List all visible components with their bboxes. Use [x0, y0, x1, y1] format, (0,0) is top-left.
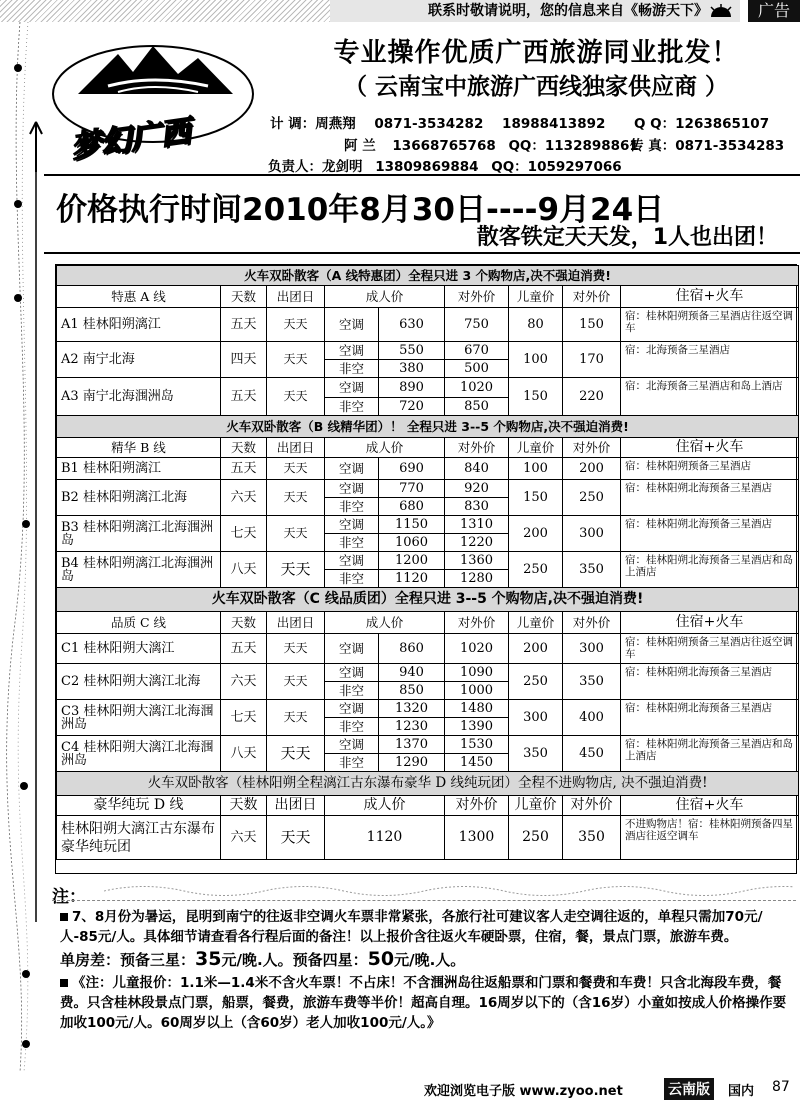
adult-price: 550	[379, 342, 445, 360]
external-price: 1020	[445, 634, 509, 664]
col-child-external: 对外价	[563, 612, 621, 634]
child-price: 100	[509, 458, 563, 480]
table-header-row	[57, 286, 799, 308]
external-price: 1390	[445, 718, 509, 736]
col-child-external: 对外价	[563, 286, 621, 308]
footer-site: 欢迎浏览电子版 www.zyoo.net	[424, 1084, 623, 1099]
contact-qq-1	[634, 112, 769, 132]
col-adult-price: 成人价	[325, 612, 445, 634]
route-name: C4 桂林阳朔大漓江北海涠洲岛	[57, 736, 221, 772]
adult-price: 1120	[325, 816, 445, 860]
departure: 天天	[267, 634, 325, 664]
col-accommodation: 住宿+火车	[621, 612, 799, 634]
contact-line-2	[344, 134, 639, 154]
child-price: 150	[509, 378, 563, 416]
single-room-post: 元/晚.人。	[394, 951, 466, 969]
table-row	[57, 736, 799, 754]
note-text-2: 《注：儿童报价：1.1米—1.4米不含火车票！不占床！不含涠洲岛往返船票和门票和餐费和车费！只含北海段车费，餐费。只含桂林段景点门票，船票，餐费，旅游车费等半价！超高自理。16周岁以下的（含16岁）小童如按成人价格操作要加收100元/人。60周岁以上（含60岁）老人加收100元/人。》	[60, 975, 787, 1031]
binder-hole	[14, 294, 22, 302]
col-departure: 出团日	[267, 286, 325, 308]
days: 八天	[221, 552, 267, 588]
route-name: C3 桂林阳朔大漓江北海涠洲岛	[57, 700, 221, 736]
col-adult-price: 成人价	[325, 796, 445, 816]
departure: 天天	[267, 700, 325, 736]
departure: 天天	[267, 458, 325, 480]
col-child-price: 儿童价	[509, 286, 563, 308]
binder-hole	[22, 520, 30, 528]
adult-price: 1200	[379, 552, 445, 570]
table-row	[57, 816, 799, 860]
binder-hole	[22, 1040, 30, 1048]
table-header-row	[57, 612, 799, 634]
dispatcher-label: 计 调：	[270, 116, 316, 132]
child-price: 150	[509, 480, 563, 516]
col-days: 天数	[221, 796, 267, 816]
child-external-price: 450	[563, 736, 621, 772]
col-child-price: 儿童价	[509, 612, 563, 634]
days: 五天	[221, 458, 267, 480]
external-price: 850	[445, 398, 509, 416]
slogan-sub: （ 云南宝中旅游广西线独家供应商 ）	[343, 74, 728, 100]
col-child-price: 儿童价	[509, 438, 563, 458]
child-price: 300	[509, 700, 563, 736]
route-name: 桂林阳朔大漓江古东瀑布豪华纯玩团	[57, 816, 221, 860]
adult-price: 630	[379, 308, 445, 342]
external-price: 830	[445, 498, 509, 516]
adult-price: 1120	[379, 570, 445, 588]
single-room-4star: 50	[367, 948, 395, 970]
departure: 天天	[267, 516, 325, 552]
table-row	[57, 342, 799, 360]
train-type: 空调	[325, 480, 379, 498]
col-external-price: 对外价	[445, 286, 509, 308]
train-type: 空调	[325, 736, 379, 754]
external-price: 500	[445, 360, 509, 378]
train-type: 空调	[325, 664, 379, 682]
line-name: 特惠 A 线	[57, 286, 221, 308]
col-child-price: 儿童价	[509, 796, 563, 816]
train-type: 空调	[325, 516, 379, 534]
departure: 天天	[267, 736, 325, 772]
child-external-price: 300	[563, 516, 621, 552]
dispatcher-phone: 0871-3534282	[374, 116, 484, 132]
binder-hole	[14, 64, 22, 72]
page-number: 87	[772, 1079, 790, 1095]
external-price: 1220	[445, 534, 509, 552]
single-room-note	[60, 949, 792, 970]
days: 六天	[221, 480, 267, 516]
external-price: 920	[445, 480, 509, 498]
binder-hole	[14, 200, 22, 208]
table-header-row	[57, 796, 799, 816]
train-type: 空调	[325, 552, 379, 570]
days: 七天	[221, 516, 267, 552]
line-name: 精华 B 线	[57, 438, 221, 458]
days: 五天	[221, 634, 267, 664]
ad-tag: 广告	[748, 0, 800, 22]
bullet-icon	[60, 913, 68, 921]
sun-icon	[708, 4, 734, 18]
binder-hole	[20, 782, 28, 790]
departure: 天天	[267, 816, 325, 860]
child-price: 350	[509, 736, 563, 772]
train-type: 非空	[325, 718, 379, 736]
footer-edition: 云南版	[664, 1078, 714, 1100]
notes-box	[52, 900, 796, 1070]
child-external-price: 350	[563, 664, 621, 700]
adult-price: 1290	[379, 754, 445, 772]
train-type: 非空	[325, 570, 379, 588]
left-decoration	[0, 22, 44, 1072]
child-external-price: 200	[563, 458, 621, 480]
footer-region: 国内	[728, 1084, 755, 1099]
days: 五天	[221, 308, 267, 342]
route-name: A1 桂林阳朔漓江	[57, 308, 221, 342]
train-type: 非空	[325, 754, 379, 772]
external-price: 1480	[445, 700, 509, 718]
days: 七天	[221, 700, 267, 736]
route-name: A3 南宁北海涠洲岛	[57, 378, 221, 416]
line-name: 品质 C 线	[57, 612, 221, 634]
accommodation: 宿：桂林阳朔北海预备三星酒店	[621, 480, 799, 516]
table-row	[57, 634, 799, 664]
adult-price: 770	[379, 480, 445, 498]
slogan-main: 专业操作优质广西旅游同业批发！	[333, 38, 739, 68]
table-row	[57, 552, 799, 570]
train-type: 非空	[325, 534, 379, 552]
days: 四天	[221, 342, 267, 378]
dispatcher-mobile: 18988413892	[502, 116, 606, 132]
section-c-title: 火车双卧散客（C 线品质团）全程只进 3--5 个购物店,决不强迫消费!	[57, 588, 799, 612]
child-price: 250	[509, 664, 563, 700]
table-row	[57, 664, 799, 682]
accommodation: 宿：桂林阳朔北海预备三星酒店	[621, 664, 799, 700]
child-price: 200	[509, 634, 563, 664]
child-price: 250	[509, 816, 563, 860]
contact-name: 阿 兰	[344, 138, 376, 154]
external-price: 1090	[445, 664, 509, 682]
train-type: 非空	[325, 682, 379, 700]
section-d-title: 火车双卧散客（桂林阳朔全程漓江古东瀑布豪华 D 线纯玩团）全程不进购物店, 决不强迫消费!	[57, 772, 799, 796]
col-days: 天数	[221, 286, 267, 308]
adult-price: 1060	[379, 534, 445, 552]
note-paragraph-1	[60, 907, 792, 947]
col-adult-price: 成人价	[325, 438, 445, 458]
accommodation: 宿：北海预备三星酒店	[621, 342, 799, 378]
manager-phone: 13809869884	[375, 159, 479, 175]
adult-price: 940	[379, 664, 445, 682]
adult-price: 1370	[379, 736, 445, 754]
external-price: 1310	[445, 516, 509, 534]
days: 六天	[221, 816, 267, 860]
table-header-row	[57, 438, 799, 458]
external-price: 1280	[445, 570, 509, 588]
table-row	[57, 480, 799, 498]
fax-number: 0871-3534283	[675, 138, 785, 154]
col-days: 天数	[221, 612, 267, 634]
days: 五天	[221, 378, 267, 416]
adult-price: 720	[379, 398, 445, 416]
dispatcher-name: 周燕翔	[315, 116, 356, 132]
notes-section	[44, 878, 800, 1072]
adult-price: 1230	[379, 718, 445, 736]
accommodation: 宿：桂林阳朔北海预备三星酒店和岛上酒店	[621, 552, 799, 588]
route-name: B4 桂林阳朔漓江北海涠洲岛	[57, 552, 221, 588]
top-notice: 联系时敬请说明，您的信息来自《畅游天下》	[330, 0, 740, 22]
note-text-1: 7、8月份为暑运，昆明到南宁的往返非空调火车票非常紧张，各旅行社可建议客人走空调往返的，单程只需加70元/人-85元/人。具体细节请查看各行程后面的备注！以上报价含往返火车硬卧票，住宿，餐，景点门票，旅游车费。	[60, 909, 763, 945]
section-b-title: 火车双卧散客（B 线精华团）！ 全程只进 3--5 个购物店,决不强迫消费!	[57, 416, 799, 438]
note-paragraph-2	[60, 973, 792, 1033]
train-type: 空调	[325, 634, 379, 664]
train-type: 非空	[325, 360, 379, 378]
external-price: 670	[445, 342, 509, 360]
route-name: B2 桂林阳朔漓江北海	[57, 480, 221, 516]
qq-number: 1263865107	[675, 116, 770, 132]
train-type: 空调	[325, 458, 379, 480]
days: 六天	[221, 664, 267, 700]
external-price: 840	[445, 458, 509, 480]
adult-price: 690	[379, 458, 445, 480]
child-external-price: 350	[563, 552, 621, 588]
accommodation: 宿：桂林阳朔预备三星酒店往返空调车	[621, 634, 799, 664]
line-name: 豪华纯玩 D 线	[57, 796, 221, 816]
external-price: 1530	[445, 736, 509, 754]
route-name: B3 桂林阳朔漓江北海涠洲岛	[57, 516, 221, 552]
accommodation: 不进购物店！宿：桂林阳朔预备四星酒店往返空调车	[621, 816, 799, 860]
external-price: 1360	[445, 552, 509, 570]
price-table-grid	[56, 265, 799, 860]
departure: 天天	[267, 664, 325, 700]
price-table	[55, 264, 797, 874]
logo-text: 梦幻广西	[68, 113, 193, 166]
col-child-external: 对外价	[563, 438, 621, 458]
accommodation: 宿：桂林阳朔北海预备三星酒店	[621, 516, 799, 552]
col-departure: 出团日	[267, 612, 325, 634]
child-external-price: 250	[563, 480, 621, 516]
child-price: 100	[509, 342, 563, 378]
table-row	[57, 308, 799, 342]
price-period: 价格执行时间2010年8月30日----9月24日	[56, 192, 665, 228]
train-type: 空调	[325, 308, 379, 342]
adult-price: 850	[379, 682, 445, 700]
table-row	[57, 516, 799, 534]
train-type: 非空	[325, 398, 379, 416]
train-type: 空调	[325, 378, 379, 398]
contact-phone: 13668765768	[392, 138, 496, 154]
top-strip	[0, 0, 800, 22]
train-type: 空调	[325, 700, 379, 718]
departure: 天天	[267, 552, 325, 588]
accommodation: 宿：桂林阳朔预备三星酒店往返空调车	[621, 308, 799, 342]
col-external-price: 对外价	[445, 612, 509, 634]
child-price: 200	[509, 516, 563, 552]
external-price: 1450	[445, 754, 509, 772]
bullet-icon	[60, 979, 68, 987]
departure: 天天	[267, 378, 325, 416]
footer	[0, 1076, 800, 1100]
child-price: 80	[509, 308, 563, 342]
accommodation: 宿：桂林阳朔北海预备三星酒店和岛上酒店	[621, 736, 799, 772]
qq-label: Q Q：	[634, 116, 676, 132]
train-type: 空调	[325, 342, 379, 360]
child-external-price: 300	[563, 634, 621, 664]
contact-fax	[630, 134, 784, 154]
single-room-mid: 元/晚.人。预备四星：	[221, 951, 368, 969]
manager-qq: QQ：1059297066	[491, 159, 622, 175]
left-swirl-graphic	[0, 22, 44, 1072]
col-adult-price: 成人价	[325, 286, 445, 308]
route-name: A2 南宁北海	[57, 342, 221, 378]
child-price: 250	[509, 552, 563, 588]
table-row	[57, 700, 799, 718]
manager-name: 龙剑明	[322, 159, 363, 175]
external-price: 750	[445, 308, 509, 342]
adult-price: 680	[379, 498, 445, 516]
col-external-price: 对外价	[445, 438, 509, 458]
adult-price: 1320	[379, 700, 445, 718]
wave-decoration	[104, 882, 794, 900]
col-child-external: 对外价	[563, 796, 621, 816]
col-accommodation: 住宿+火车	[621, 796, 799, 816]
single-room-3star: 35	[195, 948, 222, 970]
adult-price: 380	[379, 360, 445, 378]
col-days: 天数	[221, 438, 267, 458]
departure: 天天	[267, 308, 325, 342]
route-name: C2 桂林阳朔大漓江北海	[57, 664, 221, 700]
departure: 天天	[267, 342, 325, 378]
accommodation: 宿：桂林阳朔预备三星酒店	[621, 458, 799, 480]
contact-qq: QQ：1132898861	[508, 138, 639, 154]
manager-label: 负责人：	[268, 159, 322, 175]
adult-price: 1150	[379, 516, 445, 534]
col-departure: 出团日	[267, 796, 325, 816]
col-accommodation: 住宿+火车	[621, 286, 799, 308]
departure: 天天	[267, 480, 325, 516]
accommodation: 宿：桂林阳朔北海预备三星酒店	[621, 700, 799, 736]
accommodation: 宿：北海预备三星酒店和岛上酒店	[621, 378, 799, 416]
child-external-price: 350	[563, 816, 621, 860]
adult-price: 860	[379, 634, 445, 664]
child-external-price: 170	[563, 342, 621, 378]
days: 八天	[221, 736, 267, 772]
child-external-price: 220	[563, 378, 621, 416]
adult-price: 890	[379, 378, 445, 398]
contact-line-3	[268, 155, 622, 175]
contact-line-1	[270, 112, 605, 132]
col-accommodation: 住宿+火车	[621, 438, 799, 458]
price-period-banner	[44, 174, 800, 254]
notes-label: 注：	[52, 887, 86, 907]
single-room-label: 单房差：预备三星：	[60, 951, 196, 969]
binder-hole	[22, 970, 30, 978]
route-name: B1 桂林阳朔漓江	[57, 458, 221, 480]
daily-departure-note: 散客铁定天天发，1人也出团！	[476, 225, 778, 250]
external-price: 1000	[445, 682, 509, 700]
col-departure: 出团日	[267, 438, 325, 458]
header	[44, 24, 800, 174]
train-type: 非空	[325, 498, 379, 516]
fax-label: 传 真：	[630, 138, 676, 154]
table-row	[57, 378, 799, 398]
top-pattern	[0, 0, 330, 22]
col-external-price: 对外价	[445, 796, 509, 816]
child-external-price: 150	[563, 308, 621, 342]
external-price: 1300	[445, 816, 509, 860]
child-external-price: 400	[563, 700, 621, 736]
external-price: 1020	[445, 378, 509, 398]
route-name: C1 桂林阳朔大漓江	[57, 634, 221, 664]
table-row	[57, 458, 799, 480]
section-a-title: 火车双卧散客（A 线特惠团）全程只进 3 个购物店,决不强迫消费!	[57, 266, 799, 286]
